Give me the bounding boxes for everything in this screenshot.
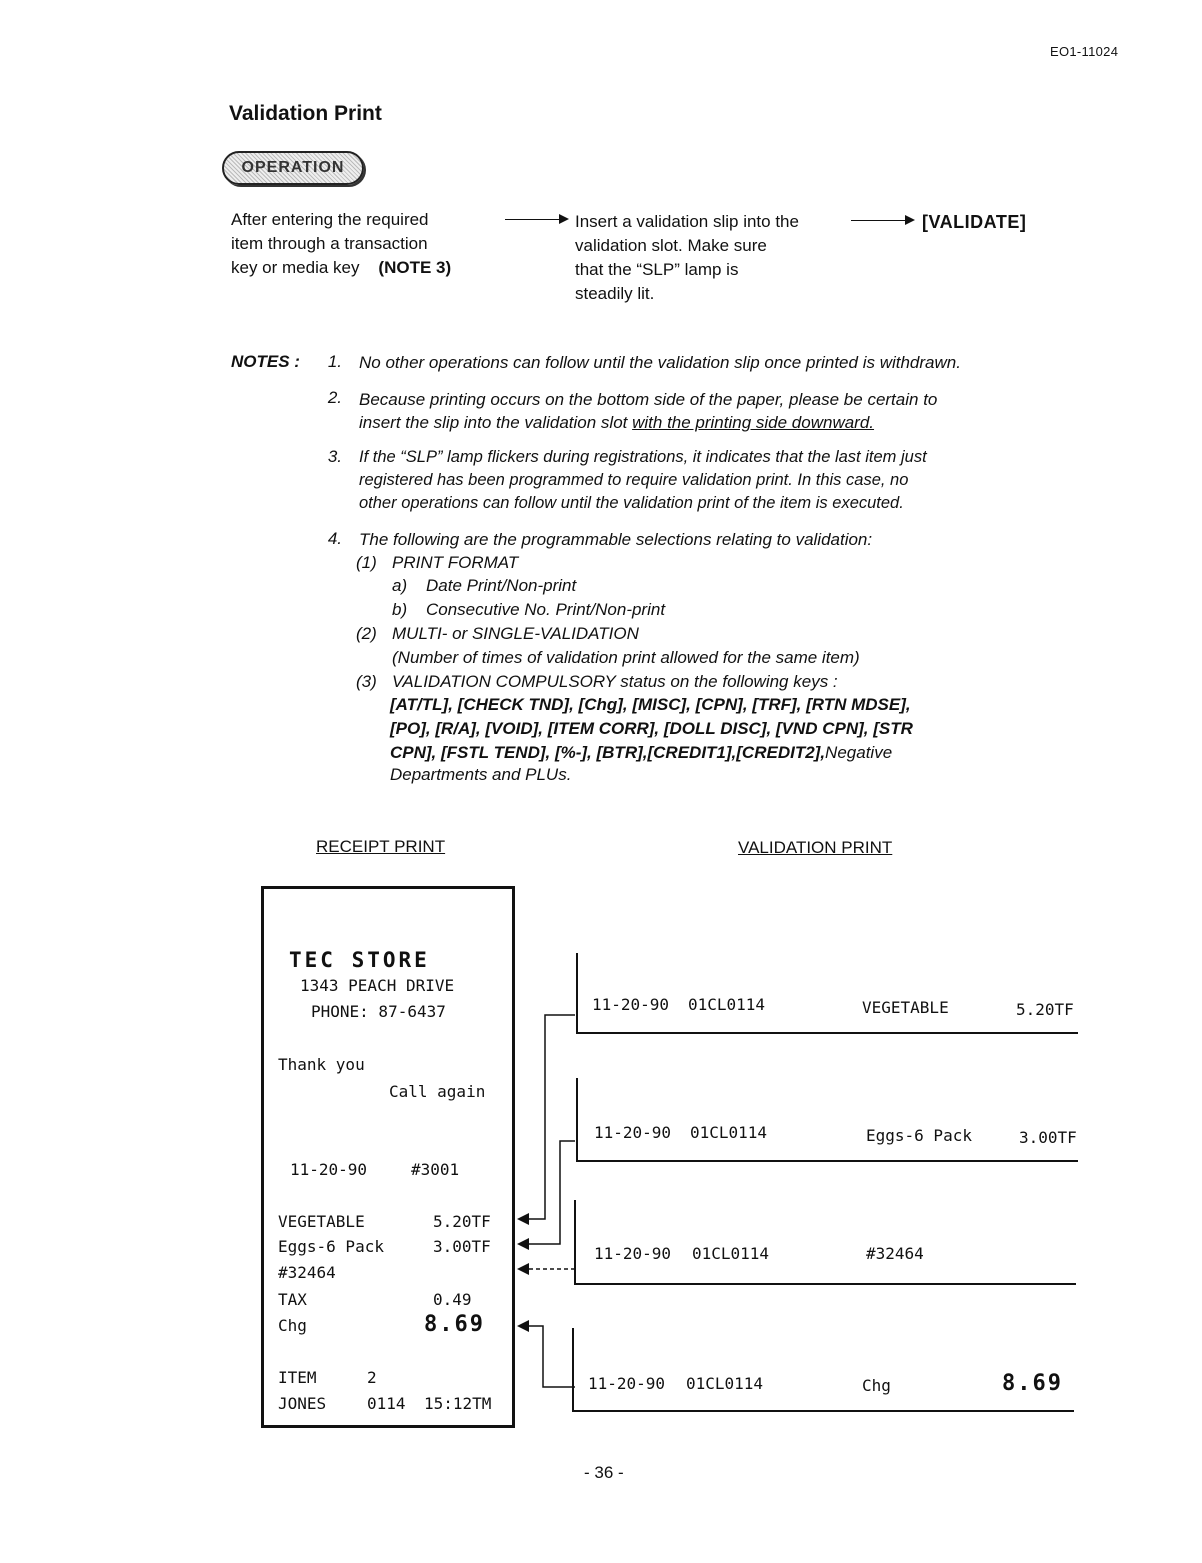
slip-item: Eggs-6 Pack (866, 1126, 972, 1145)
note-4-sub-1b-number: b) (392, 600, 408, 619)
receipt-chg-label: Chg (278, 1316, 307, 1335)
page-title: Validation Print (229, 102, 382, 125)
compulsory-keys-line: CPN], [FSTL TEND], [%-], [BTR],[CREDIT1],[CREDIT2],Negative (390, 743, 893, 762)
note-2-number: 2. (327, 388, 342, 407)
receipt-item-name: Eggs-6 Pack (278, 1237, 384, 1256)
step-2-line: that the “SLP” lamp is (575, 260, 739, 279)
connector-line-vegetable (527, 1015, 575, 1219)
validation-print-heading: VALIDATION PRINT (738, 838, 893, 857)
note-4-sub-1a-number: a) (392, 576, 408, 595)
connector-line-chg (527, 1326, 575, 1387)
receipt-print-heading: RECEIPT PRINT (316, 837, 446, 856)
slip-code: 01CL0114 (688, 995, 766, 1014)
note-2-line: Because printing occurs on the bottom side of the paper, please be certain to (359, 390, 938, 409)
receipt-call-again: Call again (389, 1082, 486, 1101)
receipt-consecutive-no: #3001 (411, 1160, 460, 1179)
receipt-item-amount: 3.00TF (433, 1237, 491, 1256)
step-1 (231, 208, 451, 280)
slip-amount: 3.00TF (1019, 1128, 1077, 1147)
receipt-clerk: JONES (278, 1394, 327, 1413)
receipt-tax-amount: 0.49 (433, 1290, 472, 1309)
step-1-note: (NOTE 3) (378, 258, 452, 277)
note-4-sub-1b: Consecutive No. Print/Non-print (426, 600, 666, 619)
receipt-chg-amount: 8.69 (424, 1312, 485, 1337)
document-id: EO1-11024 (1050, 44, 1119, 59)
note-4-number: 4. (327, 529, 342, 548)
step-1-line: After entering the required (231, 210, 429, 229)
note-4-sub-1-number: (1) (356, 553, 377, 572)
slip-edge (576, 953, 578, 1032)
operation-badge-label: OPERATION (241, 159, 345, 176)
operation-badge (222, 151, 364, 185)
receipt-date: 11-20-90 (290, 1160, 368, 1179)
note-4-sub-1: PRINT FORMAT (392, 553, 519, 572)
note-4-sub-2: MULTI- or SINGLE-VALIDATION (392, 624, 639, 643)
arrowhead-icon (517, 1213, 529, 1225)
connector-line-eggs (527, 1141, 575, 1244)
note-2-line: insert the slip into the validation slot with the printing side downward. (359, 413, 875, 432)
receipt-tax-label: TAX (278, 1290, 307, 1309)
slip-item: Chg (862, 1376, 891, 1395)
receipt-item-count: 2 (367, 1368, 377, 1387)
page-number: - 36 - (584, 1463, 624, 1482)
flow-arrow-1-line (505, 219, 561, 220)
flow-arrow-2-icon (905, 215, 915, 225)
slip-code: 01CL0114 (690, 1123, 768, 1142)
note-3-line: other operations can follow until the validation print of the item is executed. (359, 494, 904, 512)
slip-item: VEGETABLE (862, 998, 949, 1017)
step-2-line: Insert a validation slip into the (575, 212, 799, 231)
receipt-item-amount: 5.20TF (433, 1212, 491, 1231)
slip-code: 01CL0114 (692, 1244, 770, 1263)
note-4-sub-2-detail: (Number of times of validation print allowed for the same item) (392, 648, 860, 667)
validate-key: [VALIDATE] (922, 212, 1027, 232)
note-4-sub-2-number: (2) (356, 624, 377, 643)
receipt-address: 1343 PEACH DRIVE (300, 976, 455, 995)
receipt-item-label: ITEM (278, 1368, 317, 1387)
compulsory-keys-line: [AT/TL], [CHECK TND], [Chg], [MISC], [CPN], [TRF], [RTN MDSE], (390, 695, 911, 714)
receipt-item-name: VEGETABLE (278, 1212, 365, 1231)
step-1-line: key or media key (NOTE 3) (231, 258, 452, 277)
slip-item: #32464 (866, 1244, 924, 1263)
arrowhead-icon (517, 1238, 529, 1250)
slip-edge (576, 1078, 578, 1160)
note-3-line: If the “SLP” lamp flickers during registrations, it indicates that the last item just (359, 448, 927, 466)
note-1-number: 1. (327, 352, 342, 371)
note-2 (359, 388, 937, 434)
note-4-sub-1a: Date Print/Non-print (426, 576, 577, 595)
note-4-intro: The following are the programmable selections relating to validation: (359, 530, 873, 549)
slip-amount: 8.69 (1002, 1371, 1063, 1396)
slip-edge (576, 1032, 1078, 1034)
slip-edge (574, 1283, 1076, 1285)
note-3-line: registered has been programmed to require validation print. In this case, no (359, 471, 909, 489)
flow-arrow-1-icon (559, 214, 569, 224)
note-2-emphasis: with the printing side downward. (632, 413, 875, 432)
flow-arrow-2-line (851, 220, 907, 221)
slip-date: 11-20-90 (592, 995, 670, 1014)
slip-date: 11-20-90 (594, 1244, 672, 1263)
slip-amount: 5.20TF (1016, 1000, 1074, 1019)
slip-edge (572, 1328, 574, 1410)
slip-edge (572, 1410, 1074, 1412)
slip-edge (576, 1160, 1078, 1162)
compulsory-keys-line: Departments and PLUs. (390, 765, 572, 784)
receipt-time: 15:12TM (424, 1394, 492, 1413)
slip-edge (574, 1200, 576, 1283)
receipt-store-name: TEC STORE (289, 948, 430, 972)
step-2-line: steadily lit. (575, 284, 655, 303)
step-1-line: item through a transaction (231, 234, 428, 253)
receipt-phone: PHONE: 87-6437 (311, 1002, 446, 1021)
note-4-sub-3-number: (3) (356, 672, 377, 691)
step-2 (575, 210, 799, 306)
step-2-line: validation slot. Make sure (575, 236, 767, 255)
notes-label: NOTES : (231, 352, 300, 371)
compulsory-keys-line: [PO], [R/A], [VOID], [ITEM CORR], [DOLL DISC], [VND CPN], [STR (390, 719, 913, 738)
slip-date: 11-20-90 (594, 1123, 672, 1142)
arrowhead-icon (517, 1263, 529, 1275)
note-4-sub-3: VALIDATION COMPULSORY status on the following keys : (392, 672, 838, 691)
arrowhead-icon (517, 1320, 529, 1332)
note-3-number: 3. (327, 447, 342, 466)
receipt-item-name: #32464 (278, 1263, 336, 1282)
slip-date: 11-20-90 (588, 1374, 666, 1393)
receipt-clerk-no: 0114 (367, 1394, 406, 1413)
note-3 (359, 446, 927, 515)
receipt-thanks: Thank you (278, 1055, 365, 1074)
slip-code: 01CL0114 (686, 1374, 764, 1393)
note-1: No other operations can follow until the validation slip once printed is withdrawn. (359, 353, 961, 372)
